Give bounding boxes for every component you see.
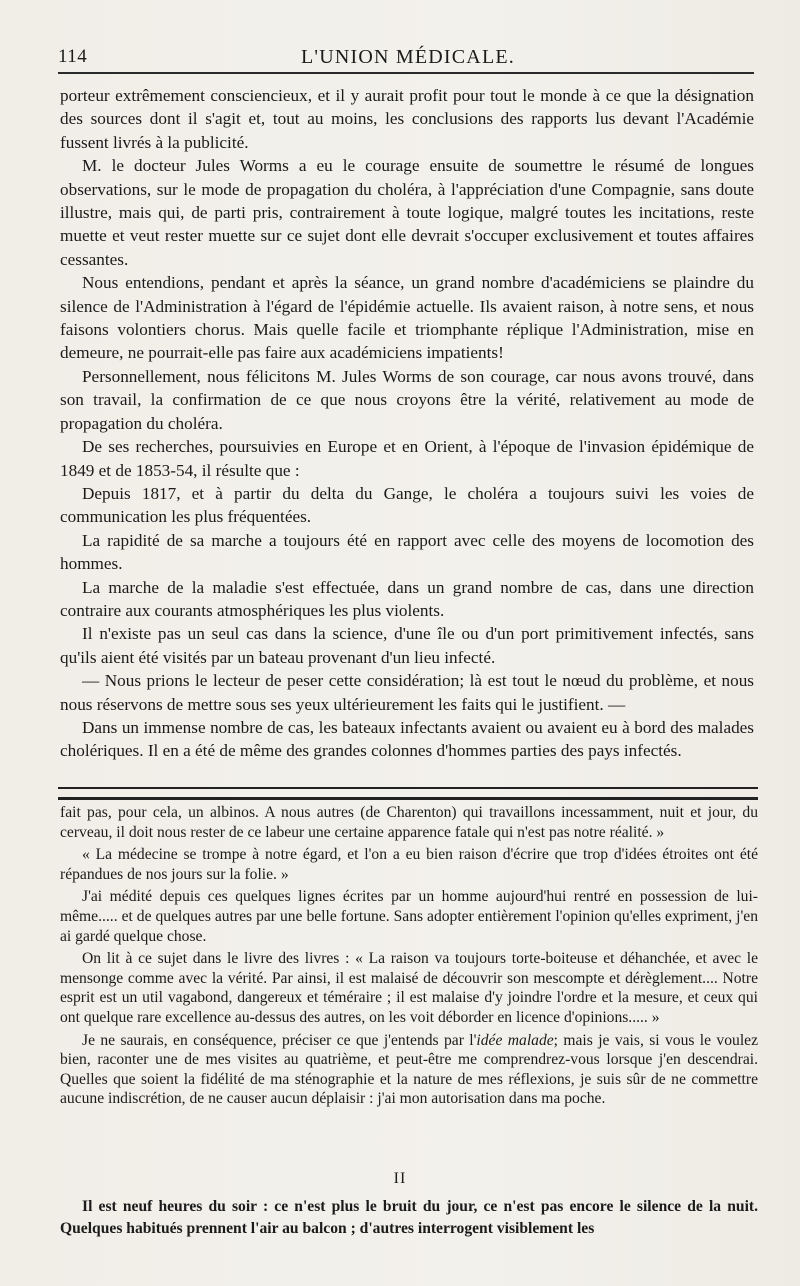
italic-term: idée malade <box>476 1031 554 1049</box>
feuilleton-paragraph: On lit à ce sujet dans le livre des livres : « La raison va toujours torte-boiteuse et déhanchée, et avec le mensonge comme avec la vérité. Par ainsi, il est malaisé de découvrir son mescompte et dérèglement.... Notre esprit est un util vagabond, dangereux et téméraire ; il est malaise d'y joindre l'ordre et la mesure, et ceux qui ont quelque rare excellence au-dessus des autres, on les voit déborder en licence d'opinions..... » <box>60 950 758 1026</box>
feuilleton-paragraph: fait pas, pour cela, un albinos. A nous autres (de Charenton) qui travaillons incessamment, nuit et jour, du cerveau, il doit nous rester de ce labeur une certaine apparence fatale qui n'est pas notre réalité. » <box>60 804 758 841</box>
feuilleton-separator <box>58 787 758 800</box>
article-paragraph: De ses recherches, poursuivies en Europe et en Orient, à l'époque de l'invasion épidémique de 1849 et de 1853-54, il résulte que : <box>60 437 754 480</box>
article-paragraph: Il n'existe pas un seul cas dans la science, d'une île ou d'un port primitivement infectés, sans qu'ils aient été visités par un bateau provenant d'un lieu infecté. <box>60 624 754 667</box>
text-run: Je ne saurais, en conséquence, préciser ce que j'entends par l' <box>82 1031 477 1049</box>
feuilleton <box>60 803 758 1112</box>
section-paragraph: Il est neuf heures du soir : ce n'est plus le bruit du jour, ce n'est pas encore le silence de la nuit. Quelques habitués prennent l'air au balcon ; d'autres interrogent visiblement les <box>60 1198 758 1237</box>
main-article <box>60 84 754 763</box>
feuilleton-paragraph <box>60 1031 758 1109</box>
article-paragraph: Nous entendions, pendant et après la séance, un grand nombre d'académiciens se plaindre du silence de l'Administration à l'égard de l'épidémie actuelle. Ils avaient raison, à notre sens, et nous faisons volontiers chorus. Mais quelle facile et triomphante réplique l'Administration, mise en demeure, ne pourrait-elle pas faire aux académiciens impatients! <box>60 273 754 363</box>
text-run: ; mais je vais, si vous le voulez bien, raconter une de mes visites au quatrième, et peut-être me comprendrez-vous lorsque j'en descendrai. Quelles que soient la fidélité de ma sténographie et la nature de mes réflexions, je suis sûr de ne commettre aucune indiscrétion, de ne causer aucun déplaisir : j'ai mon autorisation dans ma poche. <box>60 1031 758 1108</box>
feuilleton-paragraph: « La médecine se trompe à notre égard, et l'on a eu bien raison d'écrire que trop d'idées étroites ont été répandues de nos jours sur la folie. » <box>60 846 758 883</box>
article-paragraph: — Nous prions le lecteur de peser cette considération; là est tout le nœud du problème, et nous nous réservons de mettre sous ses yeux ultérieurement les faits qui le justifient. — <box>60 671 754 714</box>
feuilleton-paragraph: J'ai médité depuis ces quelques lignes écrites par un homme aujourd'hui rentré en possession de lui-même..... et de quelques autres par une belle fortune. Sans adopter entièrement l'opinion qu'elles expriment, j'en ai gardé quelque chose. <box>60 888 758 945</box>
article-paragraph: Dans un immense nombre de cas, les bateaux infectants avaient ou avaient eu à bord des malades cholériques. Il en a été de même des grandes colonnes d'hommes parties des pays infectés. <box>60 717 754 761</box>
header-rule <box>58 72 754 74</box>
article-paragraph: Depuis 1817, et à partir du delta du Gange, le choléra a toujours suivi les voies de communication les plus fréquentées. <box>60 483 754 527</box>
article-paragraph: Personnellement, nous félicitons M. Jules Worms de son courage, car nous avons trouvé, dans son travail, la confirmation de ce que nous croyons être la vérité, relativement au mode de propagation du choléra. <box>60 366 754 433</box>
page-number: 114 <box>58 46 88 67</box>
section-text <box>60 1196 758 1240</box>
article-paragraph: La rapidité de sa marche a toujours été en rapport avec celle des moyens de locomotion des hommes. <box>60 530 754 574</box>
section-number: II <box>393 1170 407 1187</box>
running-title: L'UNION MÉDICALE. <box>301 46 515 68</box>
article-paragraph: porteur extrêmement consciencieux, et il y aurait profit pour tout le monde à ce que la désignation des sources dont il s'agit et, tout au moins, les conclusions des rapports lus devant l'Académie fussent livrés à la publicité. <box>60 86 754 152</box>
article-paragraph: M. le docteur Jules Worms a eu le courage ensuite de soumettre le résumé de longues observations, sur le mode de propagation du choléra, à l'appréciation d'une Compagnie, sans doute illustre, mais qui, de parti pris, contrairement à toute logique, malgré toutes les incitations, reste muette et veut rester muette sur ce sujet dont elle devrait s'occuper exclusivement et toutes affaires cessantes. <box>60 156 754 269</box>
page-header <box>58 44 758 74</box>
article-paragraph: La marche de la maladie s'est effectuée, dans un grand nombre de cas, dans une direction contraire aux courants atmosphériques les plus violents. <box>60 577 754 620</box>
